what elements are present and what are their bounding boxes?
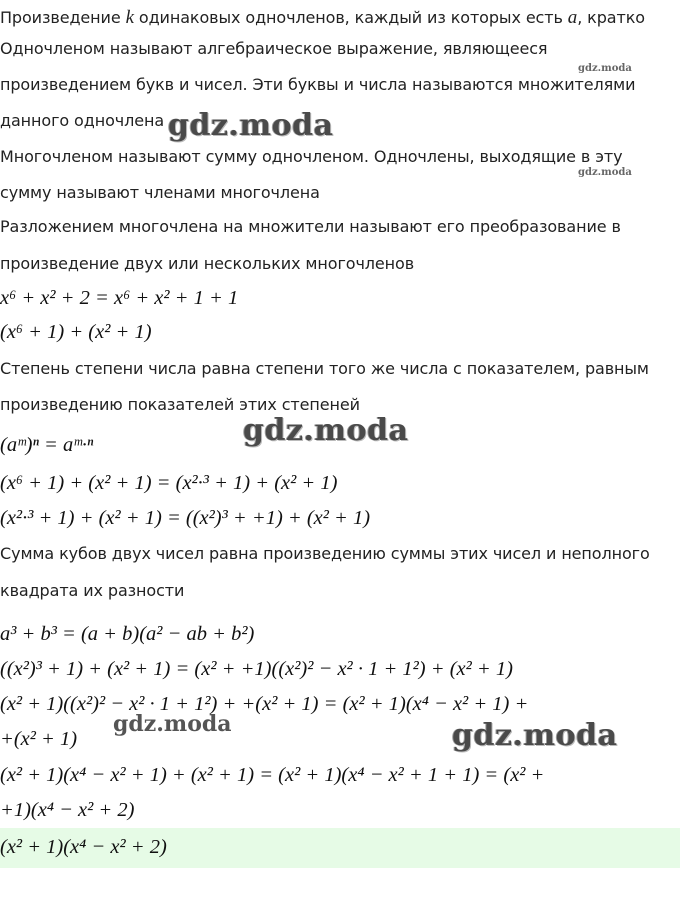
watermark-logo: gdz.moda bbox=[452, 718, 618, 753]
text-line-sum-of-cubes-2: квадрата их разности bbox=[0, 581, 185, 600]
formula-split-constant: x⁶ + x² + 2 = x⁶ + x² + 1 + 1 bbox=[0, 287, 239, 309]
formula-simplify-2b: +1)(x⁴ − x² + 2) bbox=[0, 799, 135, 821]
formula-grouping: (x⁶ + 1) + (x² + 1) bbox=[0, 321, 152, 343]
text-line-monomial-def-1: Одночленом называют алгебраическое выражение, являющееся bbox=[0, 39, 548, 58]
text-line-polynomial-def-2: сумму называют членами многочлена bbox=[0, 183, 320, 202]
formula-cube-form: (x²·³ + 1) + (x² + 1) = ((x²)³ + +1) + (x² + 1) bbox=[0, 507, 371, 529]
text-segment: Произведение bbox=[0, 8, 126, 27]
watermark-logo: gdz.moda bbox=[578, 63, 632, 74]
formula-simplify-2a: (x² + 1)(x⁴ − x² + 1) + (x² + 1) = (x² + 1)(x⁴ − x² + 1 + 1) = (x² + bbox=[0, 764, 545, 786]
formula-power-of-power-rule: (aᵐ)ⁿ = aᵐ·ⁿ bbox=[0, 434, 94, 456]
watermark-logo: gdz.moda bbox=[243, 413, 409, 448]
text-line-factoring-def-1: Разложением многочлена на множители называют его преобразование в bbox=[0, 217, 621, 236]
math-variable-a: a bbox=[567, 7, 578, 28]
watermark-logo: gdz.moda bbox=[578, 167, 632, 178]
formula-apply-sum-of-cubes: ((x²)³ + 1) + (x² + 1) = (x² + +1)((x²)² − x² · 1 + 1²) + (x² + 1) bbox=[0, 658, 513, 680]
formula-simplify-1b: +(x² + 1) bbox=[0, 728, 78, 750]
watermark-logo: gdz.moda bbox=[168, 108, 334, 143]
text-line-power-of-power-1: Степень степени числа равна степени того же числа с показателем, равным bbox=[0, 359, 649, 378]
text-line-sum-of-cubes-1: Сумма кубов двух чисел равна произведению суммы этих чисел и неполного bbox=[0, 544, 650, 563]
text-line-power-definition bbox=[0, 7, 680, 29]
formula-final-answer: (x² + 1)(x⁴ − x² + 2) bbox=[0, 836, 167, 858]
text-segment: одинаковых одночленов, каждый из которых есть bbox=[133, 8, 568, 27]
text-line-monomial-def-3: данного одночлена bbox=[0, 111, 165, 130]
math-variable-k: k bbox=[125, 7, 134, 28]
text-line-power-of-power-2: произведению показателей этих степеней bbox=[0, 395, 360, 414]
text-line-factoring-def-2: произведение двух или нескольких многочленов bbox=[0, 254, 415, 273]
text-line-monomial-def-2: произведением букв и чисел. Эти буквы и числа называются множителями bbox=[0, 75, 636, 94]
watermark-logo: gdz.moda bbox=[113, 711, 232, 737]
text-segment: , кратко bbox=[577, 8, 645, 27]
formula-simplify-1a: (x² + 1)((x²)² − x² · 1 + 1²) + +(x² + 1) = (x² + 1)(x⁴ − x² + 1) + bbox=[0, 693, 529, 715]
formula-rewrite-exponent: (x⁶ + 1) + (x² + 1) = (x²·³ + 1) + (x² + 1) bbox=[0, 472, 338, 494]
text-line-polynomial-def-1: Многочленом называют сумму одночленом. Одночлены, выходящие в эту bbox=[0, 147, 623, 166]
formula-sum-of-cubes: a³ + b³ = (a + b)(a² − ab + b²) bbox=[0, 623, 255, 645]
